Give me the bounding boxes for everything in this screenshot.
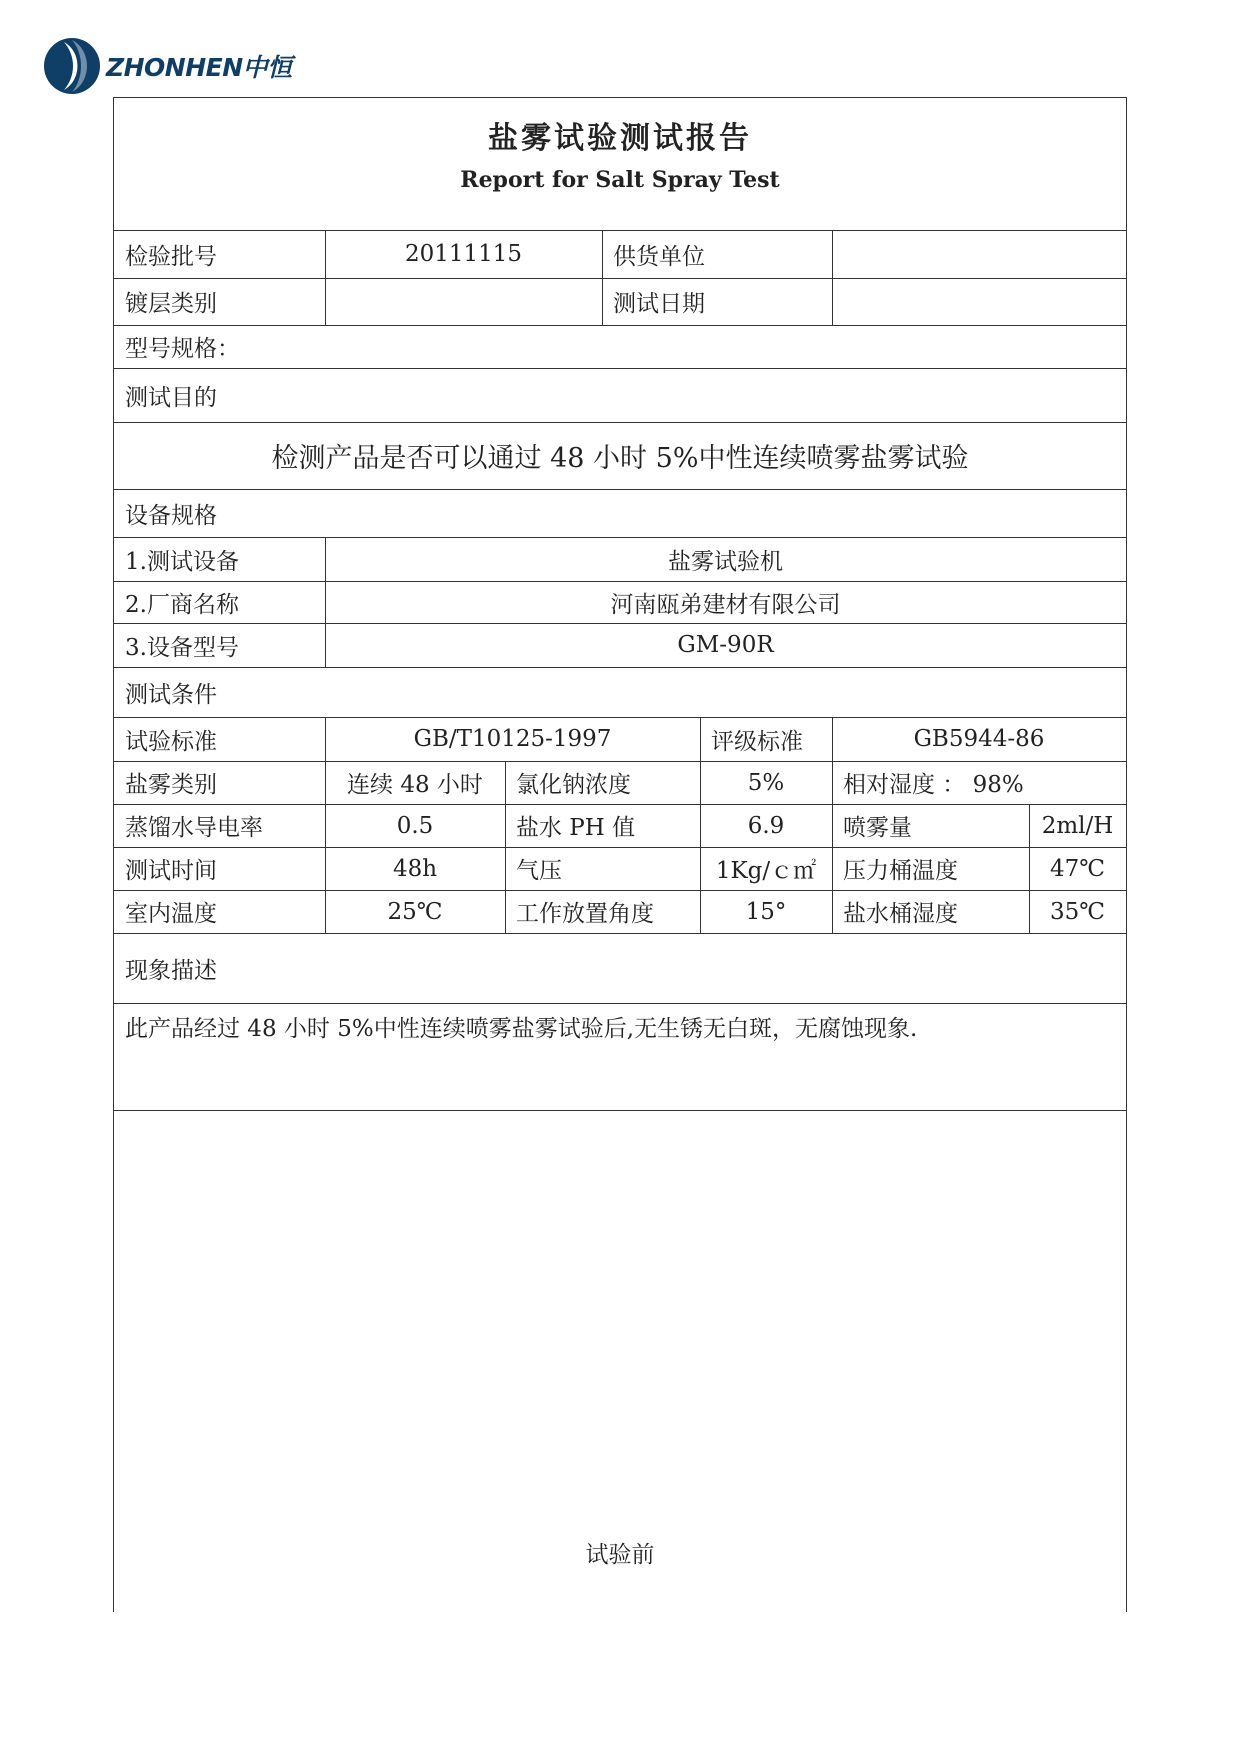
brand-name: ZHONHEN中恒 [106,53,292,82]
model-spec-label: 型号规格： [125,336,240,362]
condition-label: 气压 [516,858,562,884]
batch-value: 20111115 [404,241,523,267]
purpose-text: 检测产品是否可以通过 48 小时 5%中性连续喷雾盐雾试验 [271,443,969,474]
rule [114,1110,1126,1111]
condition-value: 35℃ [1050,898,1105,925]
condition-value: 47℃ [1050,855,1105,882]
test-date-label: 测试日期 [613,291,705,317]
grade-label: 评级标准 [711,728,803,755]
equipment-row-label: 3.设备型号 [125,634,239,661]
condition-label: 蒸馏水导电率 [125,815,263,841]
condition-label: 盐水桶湿度 [843,901,958,927]
batch-label: 检验批号 [125,243,217,270]
condition-label: 盐水 PH 值 [516,815,636,841]
phenomenon-label: 现象描述 [125,957,217,984]
coating-value [325,278,602,325]
standard-label: 试验标准 [125,728,217,755]
condition-label: 喷雾量 [843,815,912,841]
condition-value: 15° [745,898,787,925]
photo-caption: 试验前 [585,1542,655,1568]
phenomenon-text: 此产品经过 48 小时 5%中性连续喷雾盐雾试验后,无生锈无白斑，无腐蚀现象. [125,1016,918,1042]
equipment-row-value: 盐雾试验机 [668,548,783,575]
equipment-row-value: 河南瓯弟建材有限公司 [610,591,841,618]
conditions-label: 测试条件 [125,681,217,708]
rule [114,1003,1126,1004]
condition-label: 氯化钠浓度 [516,772,631,798]
condition-label: 室内温度 [125,901,217,927]
supplier-label: 供货单位 [613,243,705,270]
condition-label: 盐雾类别 [125,772,217,798]
coating-label: 镀层类别 [125,291,217,317]
test-date-value [832,278,1126,325]
condition-value: 1Kg/ｃ㎡ [715,858,817,884]
report-form [113,97,1127,1612]
condition-label: 相对湿度 ： 98% [843,772,1024,798]
report-subtitle: Report for Salt Spray Test [460,167,780,193]
supplier-value [832,230,1126,278]
condition-label: 测试时间 [125,858,217,884]
condition-value: 6.9 [747,812,785,839]
purpose-label: 测试目的 [125,384,217,411]
equipment-label: 设备规格 [125,502,217,529]
equipment-row-label: 1.测试设备 [125,548,239,575]
condition-value: 25℃ [387,898,443,925]
equipment-row-value: GM-90R [677,632,774,658]
standard-value: GB/T10125-1997 [413,726,612,752]
condition-label: 压力桶温度 [843,858,958,884]
equipment-row-label: 2.厂商名称 [125,591,239,618]
condition-label: 工作放置角度 [516,901,654,927]
condition-value: 48h [392,855,438,882]
condition-value: 0.5 [396,812,434,839]
condition-value: 2ml/H [1041,812,1114,839]
condition-value: 连续 48 小时 [347,772,483,798]
condition-value: 5% [747,769,785,796]
report-title: 盐雾试验测试报告 [488,121,752,156]
grade-value: GB5944-86 [913,726,1045,752]
